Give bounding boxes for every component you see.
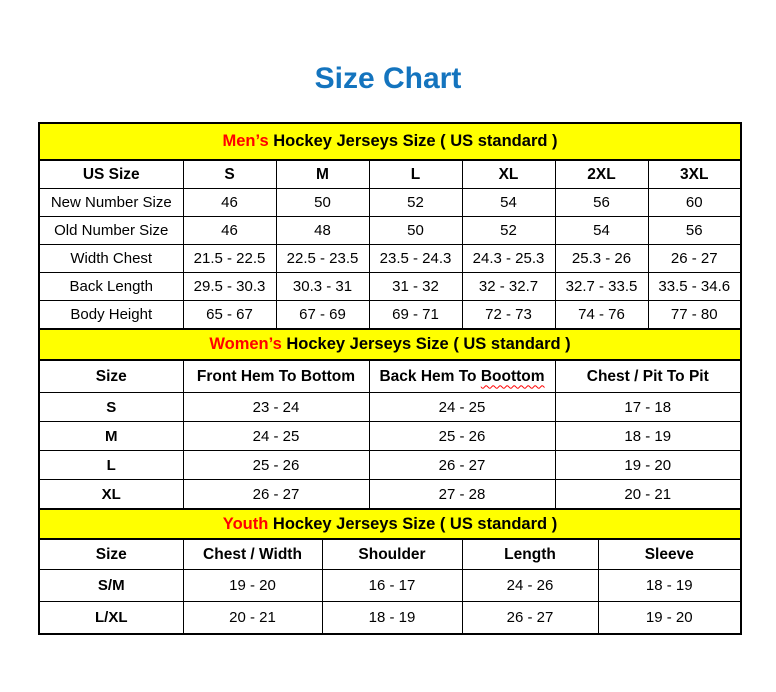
value-cell: 18 - 19 [322, 602, 462, 635]
value-cell: 26 - 27 [369, 451, 555, 480]
youth-section-band [39, 509, 741, 539]
value-cell: 33.5 - 34.6 [648, 273, 741, 301]
value-cell: 20 - 21 [183, 602, 322, 635]
value-cell: 56 [555, 189, 648, 217]
table-row [39, 301, 741, 330]
value-cell: 25.3 - 26 [555, 245, 648, 273]
mens-section-band [39, 123, 741, 160]
value-cell: 32 - 32.7 [462, 273, 555, 301]
table-row [39, 245, 741, 273]
table-row [39, 422, 741, 451]
table-row [39, 451, 741, 480]
value-cell: 25 - 26 [183, 451, 369, 480]
value-cell: 69 - 71 [369, 301, 462, 330]
table-row [39, 217, 741, 245]
value-cell: 19 - 20 [598, 602, 741, 635]
value-cell: 24 - 25 [183, 422, 369, 451]
mens-size-table [38, 122, 742, 330]
value-cell: 72 - 73 [462, 301, 555, 330]
table-row [39, 570, 741, 602]
womens-col-back-hem [369, 360, 555, 393]
value-cell: 19 - 20 [555, 451, 741, 480]
row-label: Body Height [39, 301, 183, 330]
youth-col-length: Length [462, 539, 598, 570]
row-label: Width Chest [39, 245, 183, 273]
value-cell: 60 [648, 189, 741, 217]
value-cell: 24 - 26 [462, 570, 598, 602]
youth-header-row [39, 539, 741, 570]
value-cell: 20 - 21 [555, 480, 741, 510]
value-cell: 50 [276, 189, 369, 217]
row-label: XL [39, 480, 183, 510]
youth-section-title [39, 509, 741, 539]
value-cell: 25 - 26 [369, 422, 555, 451]
value-cell: 54 [555, 217, 648, 245]
youth-col-chest-width: Chest / Width [183, 539, 322, 570]
value-cell: 17 - 18 [555, 393, 741, 422]
value-cell: 50 [369, 217, 462, 245]
value-cell: 19 - 20 [183, 570, 322, 602]
row-label: L/XL [39, 602, 183, 635]
value-cell: 29.5 - 30.3 [183, 273, 276, 301]
table-row [39, 393, 741, 422]
page-title: Size Chart [314, 62, 462, 95]
value-cell: 21.5 - 22.5 [183, 245, 276, 273]
back-hem-misspelled-word: Boottom [480, 367, 545, 385]
value-cell: 27 - 28 [369, 480, 555, 510]
womens-col-chest: Chest / Pit To Pit [555, 360, 741, 393]
mens-col-m: M [276, 160, 369, 189]
mens-header-row [39, 160, 741, 189]
youth-col-sleeve: Sleeve [598, 539, 741, 570]
value-cell: 32.7 - 33.5 [555, 273, 648, 301]
row-label: S [39, 393, 183, 422]
size-chart-tables [38, 122, 740, 635]
back-hem-prefix: Back Hem To [379, 367, 481, 385]
youth-col-shoulder: Shoulder [322, 539, 462, 570]
value-cell: 18 - 19 [555, 422, 741, 451]
womens-col-size: Size [39, 360, 183, 393]
value-cell: 26 - 27 [648, 245, 741, 273]
value-cell: 48 [276, 217, 369, 245]
value-cell: 52 [369, 189, 462, 217]
value-cell: 24.3 - 25.3 [462, 245, 555, 273]
value-cell: 31 - 32 [369, 273, 462, 301]
womens-header-row [39, 360, 741, 393]
table-row [39, 189, 741, 217]
value-cell: 77 - 80 [648, 301, 741, 330]
womens-size-table [38, 328, 742, 510]
value-cell: 30.3 - 31 [276, 273, 369, 301]
womens-section-rest: Hockey Jerseys Size ( US standard ) [281, 335, 571, 353]
value-cell: 23.5 - 24.3 [369, 245, 462, 273]
mens-col-us-size: US Size [39, 160, 183, 189]
value-cell: 18 - 19 [598, 570, 741, 602]
table-row [39, 273, 741, 301]
mens-col-s: S [183, 160, 276, 189]
row-label: L [39, 451, 183, 480]
table-row [39, 480, 741, 510]
mens-col-3xl: 3XL [648, 160, 741, 189]
youth-section-rest: Hockey Jerseys Size ( US standard ) [268, 514, 558, 533]
value-cell: 16 - 17 [322, 570, 462, 602]
table-row [39, 602, 741, 635]
mens-col-xl: XL [462, 160, 555, 189]
value-cell: 65 - 67 [183, 301, 276, 330]
value-cell: 46 [183, 217, 276, 245]
mens-col-l: L [369, 160, 462, 189]
row-label: New Number Size [39, 189, 183, 217]
row-label: S/M [39, 570, 183, 602]
youth-col-size: Size [39, 539, 183, 570]
value-cell: 26 - 27 [462, 602, 598, 635]
mens-col-2xl: 2XL [555, 160, 648, 189]
value-cell: 46 [183, 189, 276, 217]
value-cell: 56 [648, 217, 741, 245]
row-label: Old Number Size [39, 217, 183, 245]
row-label: M [39, 422, 183, 451]
value-cell: 52 [462, 217, 555, 245]
value-cell: 54 [462, 189, 555, 217]
value-cell: 74 - 76 [555, 301, 648, 330]
womens-section-band [39, 329, 741, 360]
youth-size-table [38, 508, 742, 635]
womens-section-title [39, 329, 741, 360]
womens-section-highlight: Women’s [209, 335, 282, 353]
value-cell: 23 - 24 [183, 393, 369, 422]
value-cell: 67 - 69 [276, 301, 369, 330]
womens-col-front-hem: Front Hem To Bottom [183, 360, 369, 393]
mens-section-title [39, 123, 741, 160]
value-cell: 26 - 27 [183, 480, 369, 510]
mens-section-rest: Hockey Jerseys Size ( US standard ) [268, 132, 558, 150]
value-cell: 24 - 25 [369, 393, 555, 422]
youth-section-highlight: Youth [222, 514, 269, 533]
row-label: Back Length [39, 273, 183, 301]
mens-section-highlight: Men’s [222, 132, 269, 150]
value-cell: 22.5 - 23.5 [276, 245, 369, 273]
